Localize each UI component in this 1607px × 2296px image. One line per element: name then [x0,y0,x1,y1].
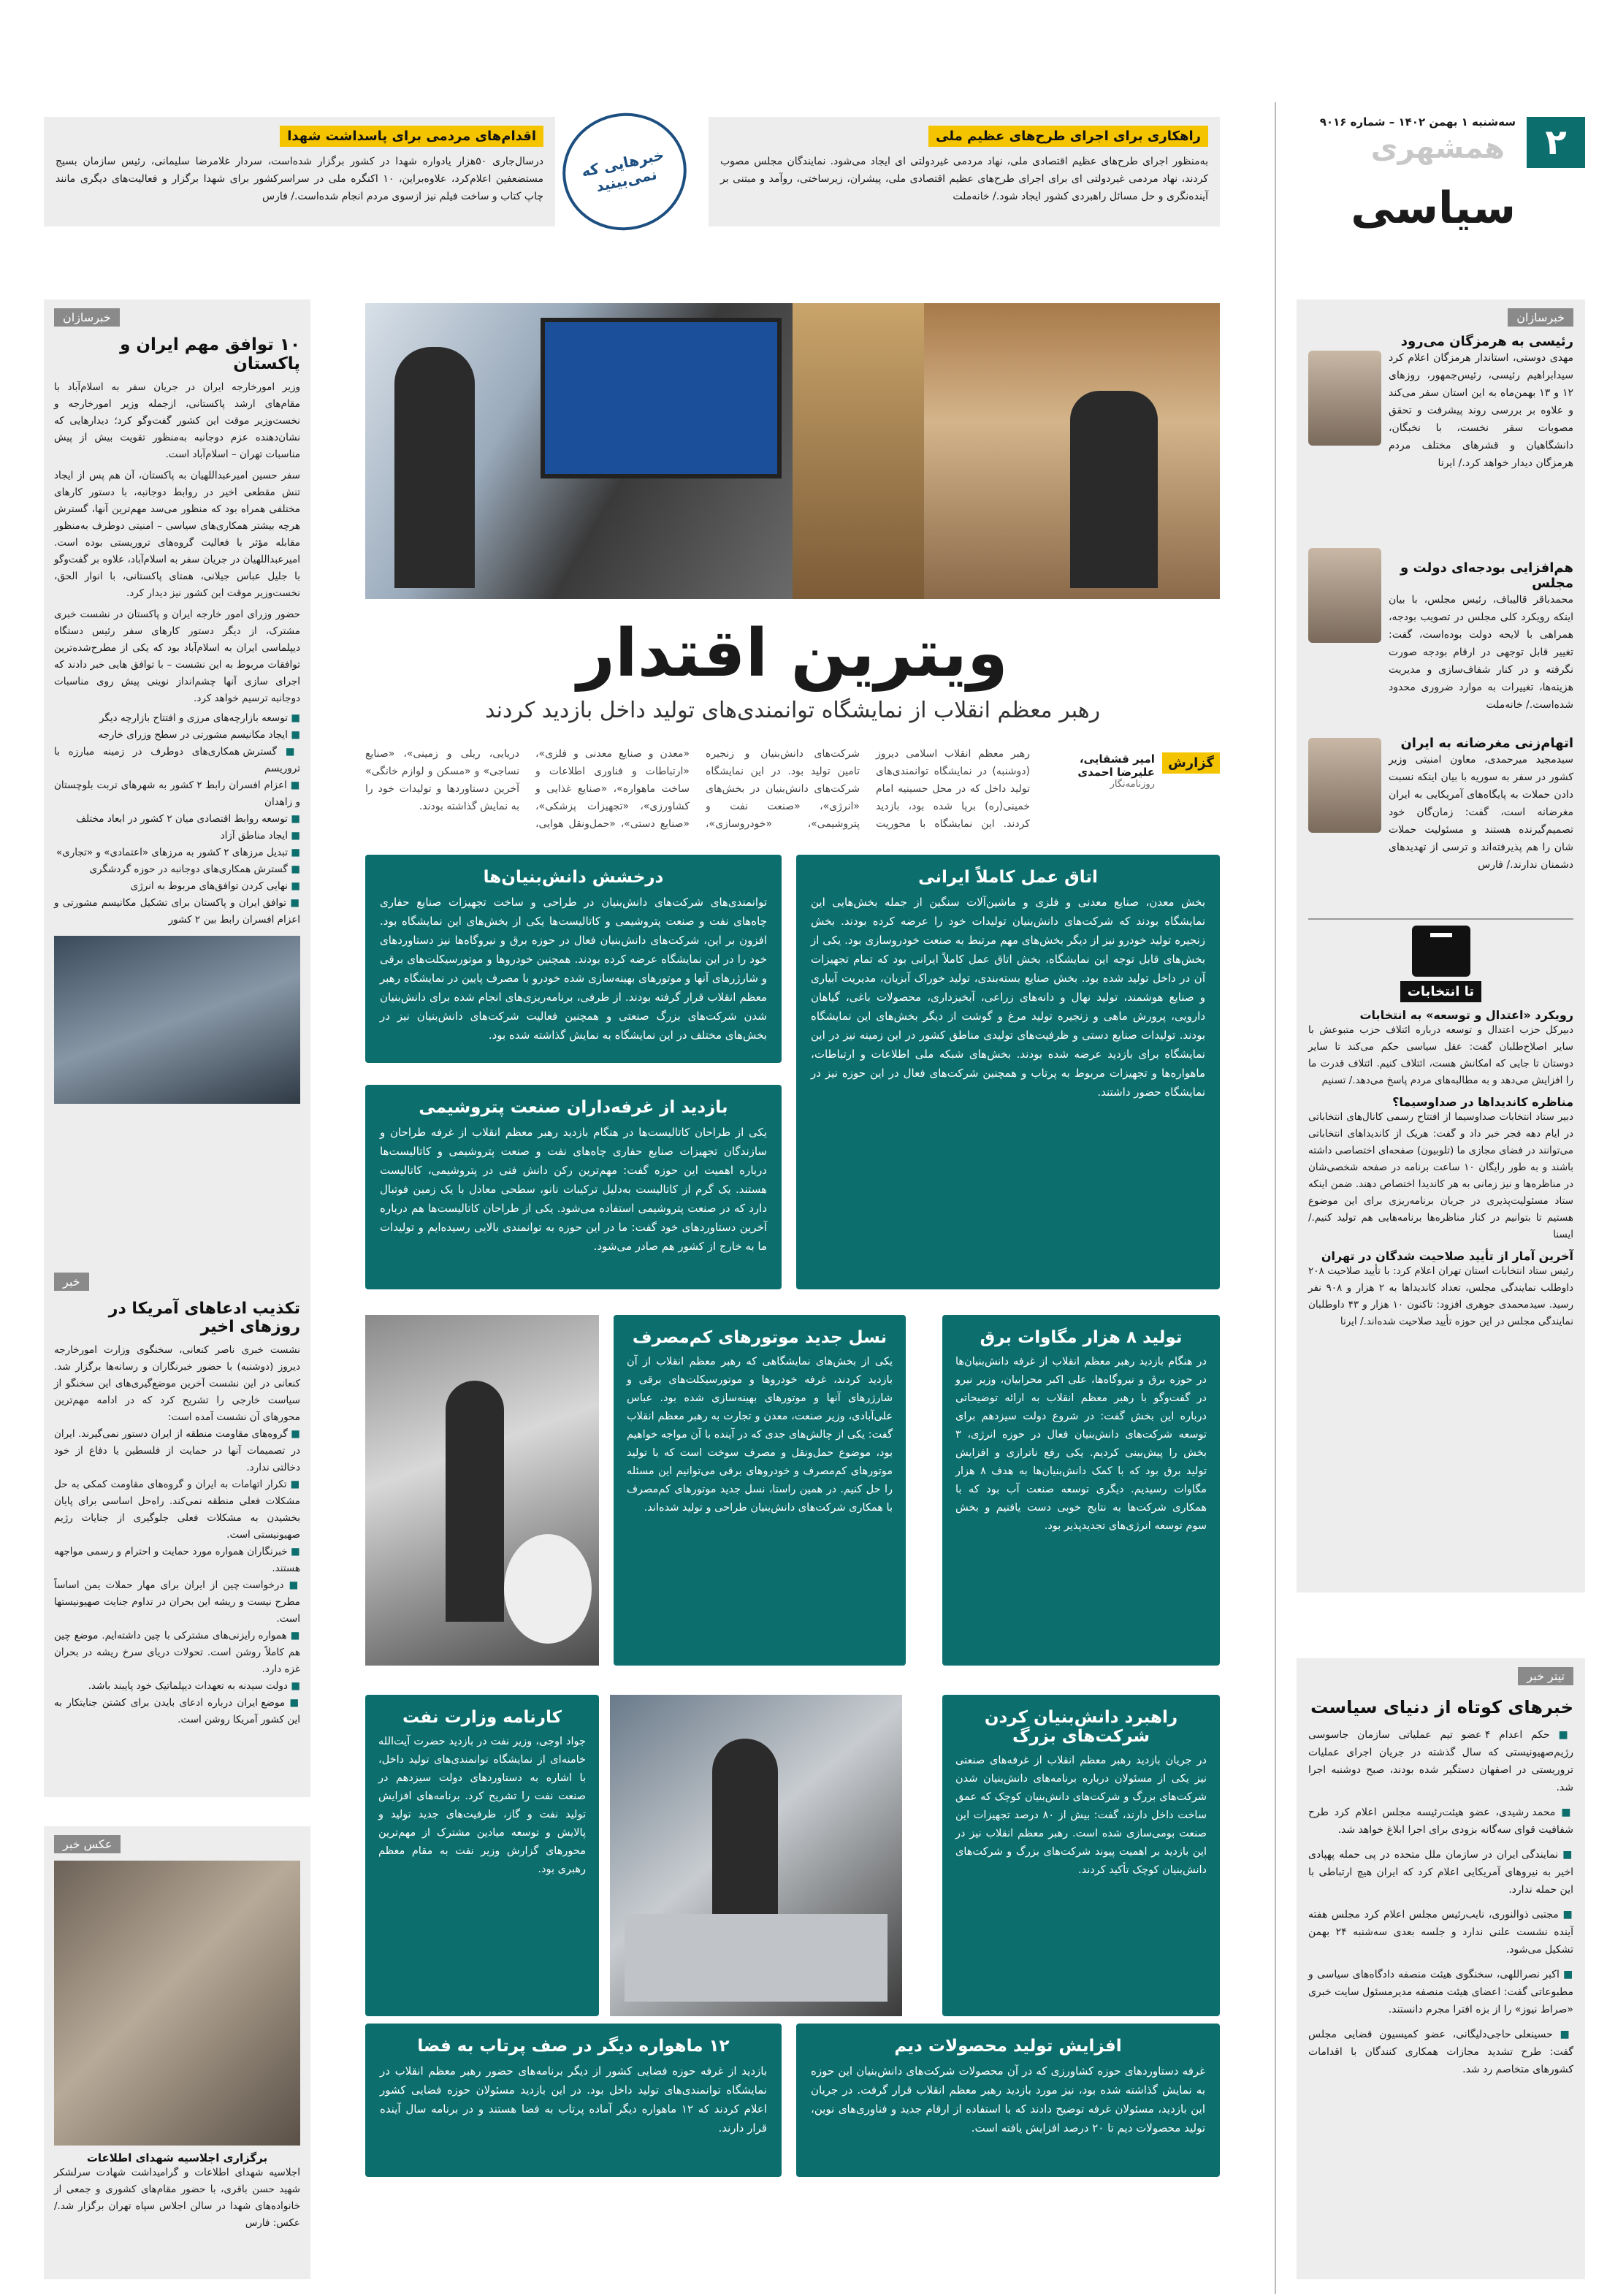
story-box [365,1695,599,2016]
right-item-title: هم‌افزایی بودجه‌ای دولت و مجلس [1400,560,1573,591]
byline-box [1052,752,1220,825]
box-text: در جریان بازدید رهبر معظم انقلاب از غرفه‌های صنعتی نیز یکی از مسئولان درباره برنامه‌های دانش‌بنیان شدن شرکت‌های بزرگ و شرکت‌های دانش‌بنیان کوچک که عمق ساخت داخل دارند، گفت: بیش از ۸۰ درصد تجهیزات این صنعت بومی‌سازی شده است. رهبر معظم انقلاب نیز در این بازدید بر اهمیت پیوند شرکت‌های بزرگ و شرکت‌های دانش‌بنیان کوچک تأکید کردند. [955,1755,1207,1876]
byline-names: امیر قشقایی، علیرضا احمدی [1077,752,1155,779]
left-column-mid [44,1264,310,1797]
election-item-title: مناظره کاندیداها در صداوسیما؟ [1392,1095,1573,1109]
election-box [1308,918,1573,1330]
right-item-2 [1308,560,1573,728]
list-item: ■ ایجاد مکانیسم مشورتی در سطح وزرای خارجه [54,727,300,744]
ballot-icon [1412,926,1470,977]
box-title: اتاق عمل کاملاً ایرانی [918,868,1098,887]
box-text: جواد اوجی، وزیر نفت در بازدید حضرت آیت‌الله خامنه‌ای از نمایشگاه توانمندی‌های تولید داخل، با اشاره به دستاوردهای دولت سیزدهم در صنعت نفت را تشریح کرد. برنامه‌های افزایش تولید نفت و گاز، ظرفیت‌های جدید تولید و پالایش و توسعه میادین مشترک از مهم‌ترین محورهای گزارش وزیر نفت به مقام معظم رهبری بود. [378,1736,586,1875]
list-item: ■ تکرار اتهامات به ایران و گروه‌های مقاومت کمکی به حل مشکلات فعلی منطقه نمی‌کند. راه‌حل اساسی برای پایان بخشیدن به مشکلات فعلی جلوگیری از جنایات رژیم صهیونیستی است. [54,1476,300,1544]
stamp-text: خبرهایی که نمی‌بینید [579,145,666,196]
short-news-item: ■ محمد رشیدی، عضو هیئت‌رئیسه مجلس اعلام کرد طرح شفافیت قوای سه‌گانه بزودی برای اجرا ابلاغ خواهد شد. [1308,1804,1573,1839]
election-item-title: آخرین آمار از تأیید صلاحیت شدگان در تهران [1321,1249,1573,1263]
election-item-text: دبیرکل حزب اعتدال و توسعه درباره ائتلاف حزب متبوعش با سایر اصلاح‌طلبان گفت: عقل سیاسی حکم می‌کند تا سایر دوستان تا جایی که امکانش هست، ائتلاف کنیم. ائتلاف قدرت ما را افزایش می‌دهد و به مطالبه‌های مردم پاسخ می‌دهد./ تسنیم [1308,1024,1573,1086]
short-news-item: ■ اکبر نصراللهی، سخنگوی هیئت منصفه دادگاه‌های سیاسی و مطبوعاتی گفت: اعضای هیئت منصفه مدیرمسئول سایت خبری «صراط نیوز» را از بزه افترا مجرم دانستند. [1308,1966,1573,2018]
list-item: ■ گسترش همکاری‌های دوطرف در زمینه مبارزه با تروریسم [54,744,300,777]
date-line: سه‌شنبه ۱ بهمن ۱۴۰۲ – شماره ۹۰۱۶ [1319,115,1516,129]
avatar [1308,351,1381,446]
paper-name: همشهری [1370,131,1505,165]
top-right-tag: راهکاری برای اجرای طرح‌های عظیم ملی [928,126,1208,147]
top-right-text: به‌منظور اجرای طرح‌های عظیم اقتصادی ملی، نهاد مردمی غیردولتی ای ایجاد می‌شود. نمایندگان مجلس مصوب کردند، نهاد مردمی غیردولتی ای برای اجرای طرح‌های عظیم اقتصادی ملی، پیشران، زیرساختی، روآمد و مبتنی بر آینده‌نگری و حل مسائل راهبردی کشور ایجاد شود./ خانه‌ملت [720,156,1208,202]
byline-label: گزارش [1162,752,1220,774]
list-item: ■ توافق ایران و پاکستان برای تشکیل مکانیسم مشورتی و اعزام افسران رابط بین ۲ کشور [54,895,300,928]
box-title: راهبرد دانش‌بنیان کردن شرکت‌های بزرگ [984,1708,1178,1746]
list-item: ■ گروه‌های مقاومت منطقه از ایران دستور نمی‌گیرند. ایران در تصمیمات آنها در حمایت از فلسطین یا دفاع از خود دخالتی ندارد. [54,1426,300,1476]
story-box [365,855,782,1063]
story-box [942,1315,1220,1666]
right-label: خبرسازان [1508,308,1573,327]
election-label: تا انتخابات [1400,981,1481,1002]
left-column-top [44,300,310,1381]
election-item-title: رویکرد «اعتدال و توسعه» به انتخابات [1359,1008,1573,1022]
right-item-1 [1308,334,1573,553]
box-title: ۱۲ ماهواره دیگر در صف پرتاب به فضا [417,2037,730,2056]
main-title: ویترین اقتدار [577,615,1008,692]
top-right-box [709,117,1220,226]
short-news-box [1297,1658,1585,2279]
masthead-divider [1275,102,1276,2294]
ceremony-photo [54,1861,300,2146]
right-item-3 [1308,736,1573,918]
photo-caption-title: برگزاری اجلاسیه شهدای اطلاعات [86,2151,268,2165]
left-label: خبرسازان [54,308,120,327]
right-item-text: مهدی دوستی، استاندار هرمزگان اعلام کرد سیدابراهیم رئیسی، رئیس‌جمهور، روزهای ۱۲ و ۱۳ بهمن‌ماه به این استان سفر می‌کند و علاوه بر بررسی روند پیشرفت و تحقق مصوبات سفر نخست، با نخبگان، دانشگاهیان و قشرهای مختلف مردم هرمزگان دیدار خواهد کرد./ ایرنا [1389,352,1573,469]
short-news-item: ■ حسینعلی حاجی‌دلیگانی، عضو کمیسیون قضایی مجلس گفت: طرح تشدید مجازات همکاری کنندگان با اقدامات کشورهای متخاصم رد شد. [1308,2026,1573,2078]
exhibition-photo-1 [365,1315,599,1666]
right-item-text: سیدمجید میرحمدی، معاون امنیتی وزیر کشور در سفر به سوریه با بیان اینکه نسبت دادن حملات به پایگاه‌های آمریکایی به ایران مغرضانه است، گفت: زمان‌گان خود تصمیم‌گیرنده هستند و مسئولیت حملات شان را هم پذیرفته‌اند و ترسی از تهدیدهای دشمنان ندارند./ فارس [1389,754,1573,871]
left-paragraph: وزیر امورخارجه ایران در جریان سفر به اسلام‌آباد با مقام‌های ارشد پاکستانی، ازجمله وزیر امورخارجه و نخست‌وزیر موقت این کشور گفت‌وگو کرد؛ دیدارهایی که نشان‌دهنده عزم دوجانبه به‌منظور تقویت بیش از پیش مناسبات تهران – اسلام‌آباد است. [54,381,300,460]
section-name: سیاسی [1351,183,1516,234]
story-box [365,1085,782,1289]
list-item: ■ درخواست چین از ایران برای مهار حملات یمن اساساً مطرح نیست و ریشه این بحران در تداوم جنایت صهیونیستها است. [54,1577,300,1628]
story-box [796,855,1220,1289]
list-item: ■ دولت سیدنه به تعهدات دیپلماتیک خود پایبند باشد. [54,1678,300,1695]
box-text: یکی از بخش‌های نمایشگاهی که رهبر معظم انقلاب از آن بازدید کردند، غرفه خودروها و موتورسیکلت‌های برقی و شارژرهای آنها و موتورهای بهینه‌سازی شده بود. عباس علی‌آبادی، وزیر صنعت، معدن و تجارت به رهبر معظم انقلاب گفت: یکی از چالش‌های جدی که در آینده با آن مواجه خواهیم بود، موضوع حمل‌ونقل و مصرف سوخت است که با تولید موتورهای کم‌مصرف و خودروهای برقی می‌توانیم این مسئله را حل کنیم. در همین راستا، نسل جدید موتورهای کم‌مصرف با همکاری شرکت‌های دانش‌بنیان طراحی و تولید شده‌اند. [627,1356,893,1514]
list-item: ■ توسعه روابط اقتصادی میان ۲ کشور در ابعاد مختلف [54,811,300,828]
agreements-list [54,710,300,928]
main-subtitle: رهبر معظم انقلاب از نمایشگاه توانمندی‌های تولید داخل بازدید کردند [484,698,1101,723]
story-box [365,2024,782,2177]
left-title: ۱۰ توافق مهم ایران و پاکستان [120,335,300,373]
box-text: بخش معدن، صنایع معدنی و فلزی و ماشین‌آلات سنگین از جمله بخش‌هایی این نمایشگاه بودند که شرکت‌های دانش‌بنیان تولیدات خود را عرضه کرده بودند. بخش زنجیره تولید خودرو نیز از دیگر بخش‌های مهم مرتبط به صنعت خودروسازی بود. یکی از بخش‌های قابل توجه این نمایشگاه، بخش اتاق عمل کاملاً ایرانی بود که تمام تجهیزات آن در داخل تولید شده بود. بخش صنایع بسته‌بندی، تولید خوراک آبزیان، مدیریت آبیاری و صنایع هوشمند، تولید نهال و دانه‌های زراعی، آبخیزداری، محصولات باغی، گیاهان دارویی، پرورش ماهی و زنجیره تولید مرغ و گوشت از دیگر بخش‌های این نمایشگاه بودند. تولیدات صنایع دستی و ظرفیت‌های تولیدی مناطق کشور در این زمینه نیز در این نمایشگاه برای بازدید عرضه شده بودند. بخش‌های شبکه ملی اطلاعات و ارتباطات، ماهواره‌ها و تجهیزات مربوط به پرتاب و همچنین شرکت‌های فعال در این حوزه نیز در نمایشگاه حضور داشتند. [811,896,1205,1099]
election-item-text: رئیس ستاد انتخابات استان تهران اعلام کرد: با تأیید صلاحیت ۲۰۸ داوطلب نمایندگی مجلس، تعداد کاندیداها به ۲ هزار و ۹۰۸ نفر رسید. سیدمحمدی جوهری افزود: تاکنون ۱۰ هزار و ۴۳ داوطلبان نمایندگی مجلس در این حوزه تأیید صلاحیت شده‌اند./ ایرنا [1308,1265,1574,1327]
list-item: ■ خبرنگاران همواره مورد حمایت و احترام و رسمی مواجهه هستند. [54,1544,300,1577]
avatar [1308,738,1381,833]
list-item: ■ موضع ایران درباره ادعای بایدن برای کشتن جنایتکار به این کشور آمریکا روشن است. [54,1695,300,1728]
story-box [942,1695,1220,2016]
box-title: درخشش دانش‌بنیان‌ها [483,868,664,887]
right-column [1297,300,1585,1593]
left-title-2: تکذیب ادعاهای آمریکا در روزهای اخیر [108,1300,300,1336]
main-intro: رهبر معظم انقلاب اسلامی دیروز (دوشنبه) در نمایشگاه توانمندی‌های تولید داخل که در محل حسینیه امام خمینی(ره) برپا شده بود، بازدید کردند. این نمایشگاه با محوریت شرکت‌های دانش‌بنیان و زنجیره تامین تولید بود. در این نمایشگاه شرکت‌های دانش‌بنیان در بخش‌های «انرژی»، «صنعت نفت و پتروشیمی»، «خودروسازی»، «معدن و صنایع معدنی و فلزی»، «ارتباطات و فناوری اطلاعات و ساخت ماهواره»، «صنایع غذایی و کشاورزی»، «تجهیزات پزشکی»، «صنایع دستی»، «حمل‌ونقل هوایی، دریایی، ریلی و زمینی»، «صنایع نساجی» و «مسکن و لوازم خانگی» آخرین دستاوردها و تولیدات خود را به نمایش گذاشته بودند. [365,748,1030,830]
box-title: بازدید از غرفه‌داران صنعت پتروشیمی [419,1098,728,1117]
main-photo-right [793,303,1220,599]
list-item: ■ اعزام افسران رابط ۲ کشور به شهرهای تربت بلوچستان و زاهدان [54,777,300,811]
box-text: غرفه دستاوردهای حوزه کشاورزی که در آن محصولات شرکت‌های دانش‌بنیان این حوزه به نمایش گذاشته شده بود، نیز مورد بازدید رهبر معظم انقلاب قرار گرفت. در جریان این بازدید، مسئولان غرفه توضیح دادند که با استفاده از ارقام جدید و فناوری‌های نوین، تولید محصولات دیم تا ۲۰ درصد افزایش یافته است. [811,2064,1205,2135]
box-text: یکی از طراحان کاتالیست‌ها در هنگام بازدید رهبر معظم انقلاب از غرفه طراحان و سازندگان تجهیزات صنایع حفاری چاه‌های نفت و صنعت پتروشیمی و کاتالیست‌ها درباره اهمیت این حوزه گفت: مهم‌ترین رکن دانش فنی در پتروشیمی، کاتالیست هستند. یک گرم از کاتالیست به‌دلیل ترکیبات نانو، سطحی معادل با یک زمین فوتبال دارد که در صنعت پتروشیمی استفاده می‌شود. یکی از طراحان کاتالیست‌ها هم درباره آخرین دستاوردهای خود گفت: ما در این حوزه به توانمندی بالایی رسیده‌ایم و تولیدات ما به خارج از کشور هم صادر می‌شود. [380,1126,767,1253]
short-news-item: ■ حکم اعدام ۴ عضو تیم عملیاتی سازمان جاسوسی رژیم‌صهیونیستی که سال گذشته در جریان اجرای عملیات تروریستی در اصفهان دستگیر شده بودند، صبح دوشنبه اجرا شد. [1308,1726,1573,1796]
avatar [1308,548,1381,643]
story-box [796,2024,1220,2177]
list-item: ■ نهایی کردن توافق‌های مربوط به انرژی [54,878,300,895]
right-item-title: اتهام‌زنی مغرضانه به ایران [1400,736,1573,751]
exhibition-photo-2 [610,1695,902,2016]
left-paragraph: نشست خبری ناصر کنعانی، سخنگوی وزارت امورخارجه دیروز (دوشنبه) با حضور خبرنگاران و رسانه‌ها برگزار شد. کنعانی در این نشست آخرین موضع‌گیری‌های این سخنگو از سیاست خارجی را تشریح کرد که در ادامه مهم‌ترین محورهای آن نشست آمده است: [54,1344,300,1423]
right-item-title: رئیسی به هرمزگان می‌رود [1400,334,1573,349]
top-left-tag: اقدام‌های مردمی برای پاسداشت شهدا [280,126,543,147]
box-title: افزایش تولید محصولات دیم [894,2037,1122,2056]
left-paragraph: سفر حسین امیرعبداللهیان به پاکستان، آن هم پس از ایجاد تنش مقطعی اخیر در روابط دوجانبه، با دستور کارهای مختلفی همراه بود که منظور می‌سد مهم‌ترین آنها، گسترش هرچه بیشتر همکاری‌های سیاسی – امنیتی دوطرف به‌منظور مقابله مؤثر با فعالیت گروه‌های تروریستی بوده است. امیرعبداللهیان در جریان سفر به اسلام‌آباد، علاوه بر گفت‌وگو با جلیل عباس جیلانی، همتای پاکستانی، با انوار الحق، نخست‌وزیر موقت این کشور نیز دیدار کرد. [54,470,300,599]
short-news-item: ■ مجتبی ذوالنوری، نایب‌رئیس مجلس اعلام کرد مجلس هفته آینده نشست علنی ندارد و جلسه بعدی سه‌شنبه ۲۴ بهمن تشکیل می‌شود. [1308,1906,1573,1959]
top-left-box [44,117,555,226]
list-item: ■ گسترش همکاری‌های دوجانبه در حوزه گردشگری [54,861,300,878]
list-item: ■ توسعه بازارچه‌های مرزی و افتتاح بازارچه دیگر [54,710,300,727]
byline-role: روزنامه‌نگار [1110,779,1155,790]
stamp [551,102,698,242]
left-paragraph: حضور وزرای امور خارجه ایران و پاکستان در نشست خبری مشترک، از دیگر دستور کارهای سفر رئیس دستگاه دیپلماسی ایران به اسلام‌آباد بود که یکی از مطرح‌شده‌ترین توافقات مربوط به این نشست – با توافق هایی خبر دادند که اجرای سازی آنها چشم‌انداز نوینی پیش روی مناسبات دوجانبه ترسیم خواهد کرد. [54,609,300,704]
story-box [614,1315,906,1666]
short-news-label: تیتر خبر [1518,1667,1573,1685]
box-title: تولید ۸ هزار مگاوات برق [980,1328,1183,1347]
list-item: ■ ایجاد مناطق آزاد [54,828,300,844]
list-item: ■ همواره رایزنی‌های مشترکی با چین داشته‌ایم. موضع چین هم کاملاً روشن است. تحولات دریای سرخ ریشه در بحران غزه دارد. [54,1628,300,1678]
left-label-2: خبر [54,1273,89,1291]
main-photo-left [365,303,793,599]
meeting-photo [54,936,300,1104]
top-left-text: درسال‌جاری ۵۰هزار یادواره شهدا در کشور برگزار شده‌است، سردار غلامرضا سلیمانی، رئیس سازمان بسیج مستضعفین اعلام‌کرد، علاوه‌براین، ۱۰ اکنگره ملی در سراسرکشور برای شهدا برگزار و فعالیت‌های دیگری مانند چاپ کتاب و ساخت فیلم نیز ازسوی مردم انجام شده‌است./ فارس [56,156,543,202]
left-photo-box [44,1826,310,2279]
short-news-item: ■ نمایندگی ایران در سازمان ملل متحده در پی حمله پهپادی اخیر به نیروهای آمریکایی اعلام کرد که ایران هیچ ارتباطی با این حمله ندارد. [1308,1846,1573,1899]
page-number: ۲ [1527,117,1585,168]
photo-label: عکس خبر [54,1835,121,1853]
election-item-text: دبیر ستاد انتخابات صداوسیما از افتتاح رسمی کانال‌های انتخاباتی در ایام دهه فجر خبر داد و گفت: هریک از کاندیداهای انتخاباتی می‌توانند در فضای مجازی ما (تلوبیون) صفحه‌ای اختصاصی داشته باشند و به طور رایگان ۱۰ ساعت برنامه در صفحه شخصی‌شان در مناظره‌ها و نیز زمانی به هر کاندیدا اختصاص دهند. ضمن اینکه ستاد مسئولیت‌پذیری در جریان برنامه‌ریزی برای این موضوع هستیم تا بتوانیم در کنار مناظره‌ها برنامه‌هایی هم تولید کنیم./ ایسنا [1308,1111,1574,1240]
masthead [1300,102,1585,241]
photo-caption: اجلاسیه شهدای اطلاعات و گرامیداشت شهادت سرلشکر شهید حسن باقری، با حضور مقام‌های کشوری و جمعی از خانواده‌های شهدا در سالن اجلاس سپاه تهران برگزار شد./ عکس: فارس [54,2167,300,2229]
list-item: ■ تبدیل مرزهای ۲ کشور به مرزهای «اعتمادی» و «تجاری» [54,844,300,861]
box-text: توانمندی‌های شرکت‌های دانش‌بنیان در طراحی و ساخت تجهیزات صنایع حفاری چاه‌های نفت و صنعت پتروشیمی و کاتالیست‌ها یکی از بخش‌های این نمایشگاه بود. افزون بر این، شرکت‌های دانش‌بنیان فعال در حوزه برق و نیروگاه‌ها نیز دستاوردهای خود را در این نمایشگاه عرضه کرده بودند. همچنین خودروها و موتورسیکلت‌های برقی و شارژرهای آنها و موتورهای بهینه‌سازی شده خودرو با مصرف پایین در نمایشگاه رهبر معظم انقلاب قرار گرفته بودند. از طرفی، برنامه‌ریزی‌های انجام شده برای دانش‌بنیان شدن شرکت‌های بزرگ صنعتی و همچنین فعالیت شرکت‌های دانش‌بنیان نیز در بخش‌های مختلف در این نمایشگاه به نمایش گذاشته شده بود. [380,896,767,1042]
box-text: در هنگام بازدید رهبر معظم انقلاب از غرفه دانش‌بنیان‌ها در حوزه برق و نیروگاه‌ها، علی اکبر محرابیان، وزیر نیرو در گفت‌وگو با رهبر معظم انقلاب به ارائه توضیحاتی درباره این بخش گفت: در شروع دولت سیزدهم برای توسعه شرکت‌های دانش‌بنیان فعال در حوزه انرژی، ۳ بخش را پیش‌بینی کردیم. یکی رفع ناترازی و افزایش تولید برق بود که با کمک دانش‌بنیان‌ها به هدف ۸ هزار مگاوات رسیدیم. دیگری توسعه صنعت آب بود که با همکاری شرکت‌ها به نتایج خوبی دست یافتیم و بخش سوم توسعه انرژی‌های تجدیدپذیر بود. [955,1356,1207,1532]
box-title: نسل جدید موتورهای کم‌مصرف [632,1328,888,1347]
box-title: کارنامه وزارت نفت [402,1708,562,1727]
box-text: بازدید از غرفه حوزه فضایی کشور از دیگر برنامه‌های حضور رهبر معظم انقلاب در نمایشگاه توانمندی‌های تولید داخل بود. در این بازدید مسئولان حوزه فضایی کشور اعلام کردند که ۱۲ ماهواره دیگر آماده پرتاب به فضا هستند و در برنامه سال آینده قرار دارند. [380,2064,767,2135]
short-news-title: خبرهای کوتاه از دنیای سیاست [1310,1697,1573,1717]
right-item-text: محمدباقر قالیباف، رئیس مجلس، با بیان اینکه رویکرد کلی مجلس در تصویب بودجه، همراهی با لایحه دولت بوده‌است، گفت: تغییر قابل توجهی در ارقام بودجه صورت نگرفته و در کنار شفاف‌سازی و مدیریت هزینه‌ها، تغییرات به موارد ضروری محدود شده‌است./ خانه‌ملت [1389,594,1573,711]
